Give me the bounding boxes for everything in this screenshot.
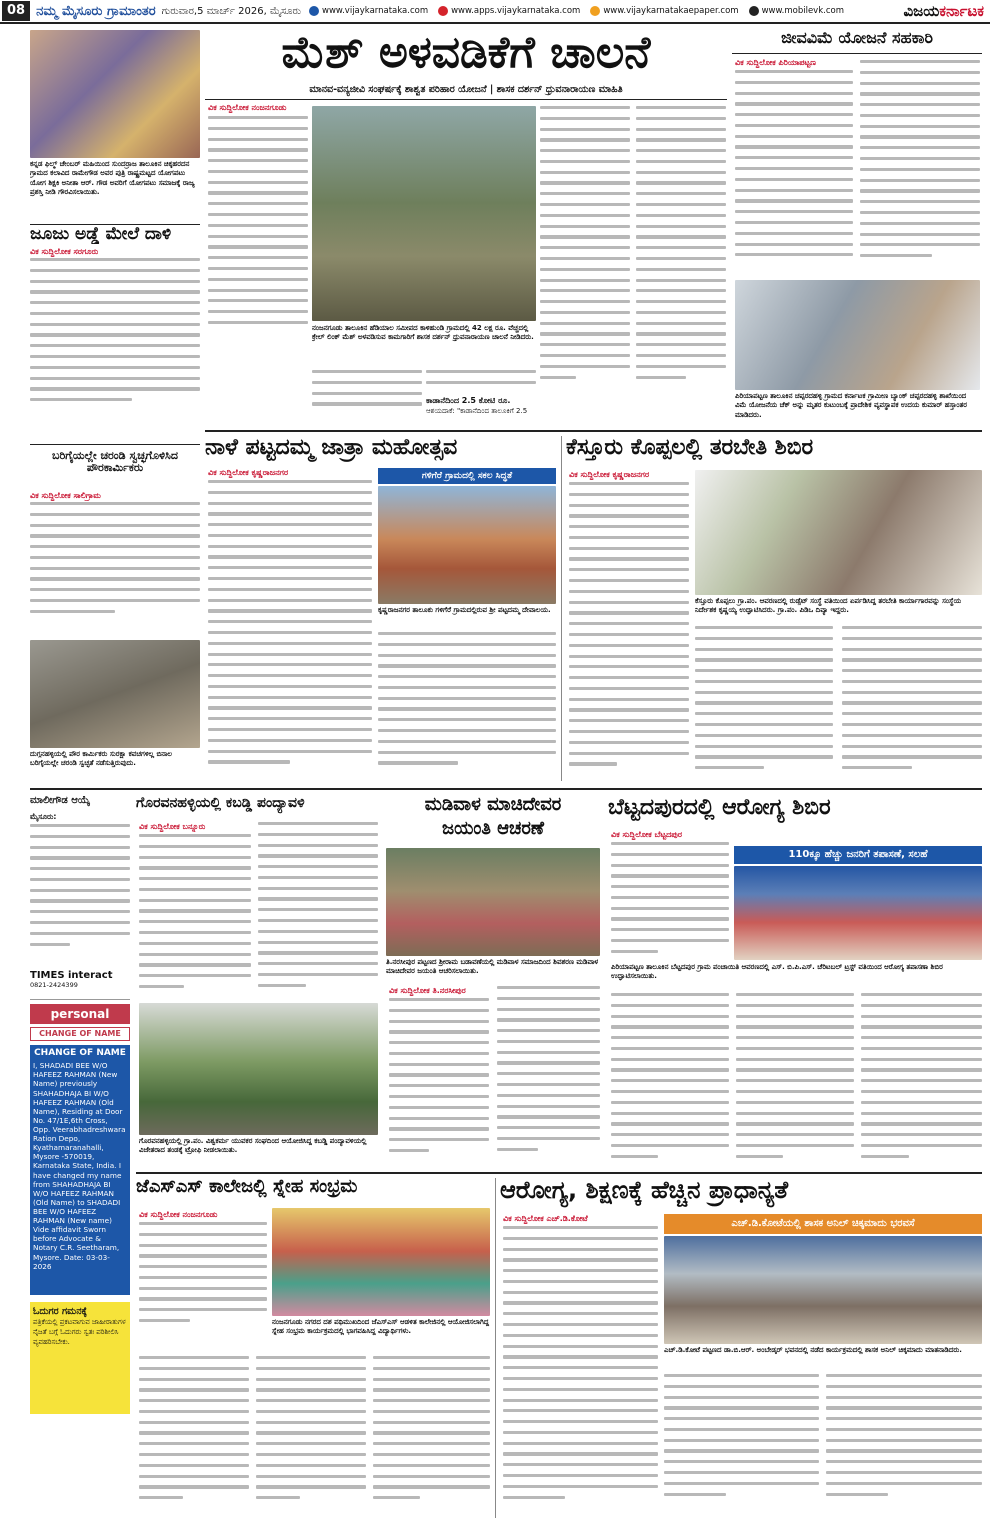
edu-headline: ಆರೋಗ್ಯ, ಶಿಕ್ಷಣಕ್ಕೆ ಹೆಚ್ಚಿನ ಪ್ರಾಧಾನ್ಯತೆ [500,1178,789,1204]
workers-byline: ವಿಕ ಸುದ್ದಿಲೋಕ ಸಾಲಿಗ್ರಾಮ [30,491,101,500]
insurance-body-col2 [860,60,980,275]
page-number: 08 [2,1,30,21]
training-headline: ಕೆಸ್ತೂರು ಕೊಪ್ಪಲಲ್ಲಿ ತರಬೇತಿ ಶಿಬಿರ [566,436,814,460]
madivala-byline: ವಿಕ ಸುದ್ದಿಲೋಕ ತಿ.ನರಸೀಪುರ [389,986,466,995]
award-caption: ಕನ್ನಡ ಫಿಲ್ಮ್ ಚೇಂಬರ್ ಮಹಿಯಿಂದ ಸುಂದರ್ರಾಜ ತಾಲೂಕಿನ ಚಿಕ್ಕಹರದನ ಗ್ರಾಮದ ಕಲಾವಿದ ರಾಮೇಗೌಡ ಅವರ ಪುತ್ರಿ ರಾಷ್ಟ್ರಮಟ್ಟದ ಯೋಗಪಟು ಯೋಗ ಶಿಕ್ಷಕಿ ಅನೀತಾ ಆರ್. ಗೌಡ ಅವರಿಗೆ ಯೋಗಪಟು ಸಮಾಜಕ್ಕೆ ರಾಜ್ಯ ಪ್ರಶಸ್ತಿ ನೀಡಿ ಗೌರವಿಸಲಾಯಿತು. [30,160,195,197]
kabaddi-body-col2 [258,822,378,1000]
divider [136,1172,982,1174]
workers-photo [30,640,200,748]
divider [205,430,982,432]
insurance-caption: ಪಿರಿಯಾಪಟ್ಟಣ ತಾಲೂಕಿನ ಚಪ್ಪರದಹಳ್ಳಿ ಗ್ರಾಮದ ಕರ್ನಾಟಕ ಗ್ರಾಮೀಣ ಬ್ಯಾಂಕ್ ಚಪ್ಪರದಹಳ್ಳಿ ಶಾಖೆಯಿಂದ ವಿಮೆ ಯೋಜನೆಯ ಚೆಕ್ ಅನ್ನು ಮೃತರ ಕುಟುಂಬಕ್ಕೆ ಪ್ರಾದೇಶಿಕ ವ್ಯವಸ್ಥಾಪಕ ಉದಯ ಕುಮಾರ್ ಹಸ್ತಾಂತರ ಮಾಡಿದರು. [735,392,967,419]
training-byline: ವಿಕ ಸುದ್ದಿಲೋಕ ಕೃಷ್ಣರಾಜನಗರ [569,470,650,479]
url-3[interactable]: www.vijaykarnatakaepaper.com [590,6,738,16]
workers-caption: ದುಗ್ಗನಹಳ್ಳಿಯಲ್ಲಿ ಪೌರ ಕಾರ್ಮಿಕರು ಸುರಕ್ಷಾ ಕವಚಗಳಿಲ್ಲ ಬಿನಾಲ ಬರಿಗೈಯಲ್ಲೇ ಚರಂಡಿ ಸ್ವಚ್ಛತೆ ನಡೆಸುತ್ತಿರುವುದು. [30,750,173,768]
jatra-body-col2 [378,632,556,782]
brief-body [30,824,130,954]
health-body-col3 [736,993,854,1163]
madivala-body-col1 [389,998,489,1166]
health-band: 110ಕ್ಕೂ ಹೆಚ್ಚು ಜನರಿಗೆ ತಪಾಸಣೆ, ಸಲಹೆ [734,846,982,864]
award-photo [30,30,200,158]
jss-photo [272,1208,490,1316]
training-photo [695,470,982,595]
health-body-col2 [611,993,729,1163]
edition-date: ಗುರುವಾರ,5 ಮಾರ್ಚ್ 2026, ಮೈಸೂರು [161,5,302,17]
madivala-caption: ತಿ.ನರಸೀಪುರ ಪಟ್ಟಣದ ಶ್ರೀರಾಮ ಬಡಾವಣೆಯಲ್ಲಿ ಮಡಿವಾಳ ಸಮಾಜದಿಂದ ಶಿವಶರಣ ಮಡಿವಾಳ ಮಾಚಿದೇವರ ಜಯಂತಿ ಆಚರಿಸಲಾಯಿತು. [386,958,599,976]
training-body-col2 [695,626,833,781]
madivala-body-col2 [497,986,600,1166]
edu-caption: ಎಚ್.ಡಿ.ಕೋಟೆ ಪಟ್ಟಣದ ಡಾ.ಬಿ.ಆರ್. ಅಂಬೇಡ್ಕರ್ ಭವನದಲ್ಲಿ ನಡೆದ ಕಾರ್ಯಕ್ರಮದಲ್ಲಿ ಶಾಸಕ ಅನಿಲ್ ಚಿಕ್ಕಮಾದು ಮಾತನಾಡಿದರು. [664,1346,962,1354]
classified-ad: CHANGE OF NAME I, SHADADI BEE W/O HAFEEZ RAHMAN (New Name) previously SHAHADHAJA BI W/O HAFEEZ RAHMAN (Old Name), Residing at Door No. 47/1E,6th Cross, Opp. Veerabhadreshwara Ration Depo, Kyathamaranahalli, Mysore -570019, Karnataka State, India. I have changed my name from SHAHADHAJA BI W/O HAFEEZ RAHMAN (Old Name) to SHADADI BEE W/O HAFEEZ RAHMAN (New name) Vide affidavit Sworn before Advocate & Notary C.R. Seetharam, Mysore. Date: 03-03-2026 [30,1045,130,1295]
kabaddi-body-col1 [139,834,251,999]
training-body-col1 [569,482,689,782]
lead-body-col1 [208,116,308,366]
divider [30,444,200,445]
divider [30,224,200,225]
lead-tail: ಆಶಯದಾಕೆ: "ಕಾಡಾನೆದಿಂದ ತಾಲೂಕಿಗೆ 2.5 [426,407,528,415]
workers-body [30,502,200,632]
health-body-col1 [611,842,729,960]
edu-byline: ವಿಕ ಸುದ್ದಿಲೋಕ ಎಚ್.ಡಿ.ಕೋಟೆ [503,1214,588,1223]
classified-brand: TIMES interact 0821-2424399 [30,970,130,1000]
lead-caption: ನಂಜನಗೂಡು ತಾಲೂಕಿನ ಹೆಡಿಯಾಲ ಸಮೀಪದ ಕಾಳಿಹುಂಡಿ ಗ್ರಾಮದಲ್ಲಿ 42 ಲಕ್ಷ ರೂ. ವೆಚ್ಚದಲ್ಲಿ ಕ್ರೇಲ್ ಲಿಂಕ್ ಮೆಶ್ ಅಳವಡಿಸುವ ಕಾಮಗಾರಿಗೆ ಶಾಸಕ ದರ್ಶನ್ ಧ್ರುವನಾರಾಯಣ ಚಾಲನೆ ನೀಡಿದರು. [312,324,534,342]
reader-notice: ಓದುಗರ ಗಮನಕ್ಕೆ ಪತ್ರಿಕೆಯಲ್ಲಿ ಪ್ರಕಟವಾಗುವ ಜಾಹೀರಾತುಗಳ ನೈಜತೆ ಬಗ್ಗೆ ಓದುಗರು ಸ್ವತಃ ಪರಿಶೀಲಿಸಿ ವ್ಯವಹರಿಸಬೇಕು. [30,1302,130,1414]
edu-body-col1 [503,1226,658,1516]
health-body-col4 [861,993,982,1163]
epaper-icon [590,6,600,16]
kabaddi-caption: ಗೊರವನಹಳ್ಳಿಯಲ್ಲಿ ಗ್ರಾ.ಪಂ. ವಿಶ್ವಕರ್ಮ ಯುವಕರ ಸಂಘದಿಂದ ಆಯೋಜಿಸಿದ್ದ ಕಬಡ್ಡಿ ಪಂದ್ಯಾವಳಿಯಲ್ಲಿ ವಿಜೇತರಾದ ತಂಡಕ್ಕೆ ಟ್ರೋಫಿ ನೀಡಲಾಯಿತು. [139,1137,367,1155]
workers-headline: ಬರಿಗೈಯಲ್ಲೇ ಚರಂಡಿ ಸ್ವಚ್ಛಗೊಳಿಸಿದ ಪೌರಕಾರ್ಮಿಕರು [52,450,178,474]
madivala-headline-1: ಮಡಿವಾಳ ಮಾಚಿದೇವರ [424,796,562,815]
jatra-body-col1 [208,480,372,780]
training-body-col3 [842,626,982,781]
edu-photo [664,1236,982,1344]
url-1[interactable]: www.vijaykarnataka.com [309,6,428,16]
app-icon [438,6,448,16]
kabaddi-byline: ವಿಕ ಸುದ್ದಿಲೋಕ ಬನ್ನೂರು [139,822,206,831]
brief-place: ಮೈಸೂರು: [30,812,57,821]
edu-band: ಎಚ್.ಡಿ.ಕೋಟೆಯಲ್ಲಿ ಶಾಸಕ ಅನಿಲ್ ಚಿಕ್ಕಮಾದು ಭರವಸೆ [664,1214,982,1234]
health-caption: ಪಿರಿಯಾಪಟ್ಟಣ ತಾಲೂಕಿನ ಬೆಟ್ಟದಪುರ ಗ್ರಾಮ ಪಂಚಾಯಿತಿ ಆವರಣದಲ್ಲಿ ಎಸ್. ಬಿ.ಪಿ.ಎಸ್. ಚೆರಿಟಬಲ್ ಟ್ರಸ್ಟ್ ವತಿಯಿಂದ ಆರೋಗ್ಯ ತಪಾಸಣಾ ಶಿಬಿರ ಉದ್ಘಾಟಿಸಲಾಯಿತು. [611,963,943,981]
madivala-photo [386,848,600,956]
temple-photo [378,486,556,604]
jss-body-col1 [139,1222,267,1332]
page-header [0,0,990,24]
globe-icon [309,6,319,16]
jss-byline: ವಿಕ ಸುದ್ದಿಲೋಕ ನಂಜನಗೂಡು [139,1210,218,1219]
gambling-raid-byline: ವಿಕ ಸುದ್ದಿಲೋಕ ಸರಗೂರು [30,247,99,256]
jatra-band: ಗಳಿಗೆರೆ ಗ್ರಾಮದಲ್ಲಿ ಸಕಲ ಸಿದ್ಧತೆ [378,468,556,484]
jatra-headline: ನಾಳೆ ಪಟ್ಟದಮ್ಮ ಜಾತ್ರಾ ಮಹೋತ್ಸವ [205,436,458,460]
insurance-headline: ಜೀವವಿಮೆ ಯೋಜನೆ ಸಹಕಾರಿ [732,30,982,54]
gambling-raid-headline: ಜೂಜು ಅಡ್ಡೆ ಮೇಲೆ ದಾಳಿ [30,226,172,244]
mobile-icon [749,6,759,16]
lead-body-col3 [426,370,536,398]
insurance-photo [735,280,980,390]
edu-body-col2 [664,1374,819,1516]
kabaddi-photo [139,1003,378,1135]
lead-amount: ಕಾಡಾನೆದಿಂದ 2.5 ಕೋಟಿ ರೂ. [426,396,511,405]
divider [30,788,982,790]
insurance-body-col1 [735,70,853,275]
lead-photo [312,106,536,321]
divider [561,436,562,781]
section-title: ನಮ್ಮ ಮೈಸೂರು ಗ್ರಾಮಾಂತರ [36,3,156,19]
training-caption: ಕೆಸ್ತೂರು ಕೊಪ್ಪಲು ಗ್ರಾ.ಪಂ. ಆವರಣದಲ್ಲಿ ರುಡ್ಸೆಟ್ ಸಂಸ್ಥೆ ವತಿಯಿಂದ ಏರ್ಪಡಿಸಿದ್ದ ತರಬೇತಿ ಕಾರ್ಯಾಗಾರವನ್ನು ಸಂಸ್ಥೆಯ ನಿರ್ದೇಶಕ ಕೃಷ್ಣಯ್ಯ ಉದ್ಘಾಟಿಸಿದರು. ಗ್ರಾ.ಪಂ. ಪಿಡಿಒ ದಿವ್ಯಾ ಇದ್ದರು. [695,597,962,615]
health-photo [734,866,982,960]
madivala-headline-2: ಜಯಂತಿ ಆಚರಣೆ [442,820,544,839]
jss-caption: ನಂಜನಗೂಡು ನಗರದ ದಶ ಪಥಿಮುಖದಿಂದ ಜೆಎಸ್‌ಎಸ್ ಆಡಳಿತ ಕಾಲೇಜಿನಲ್ಲಿ ಆಯೋಜಿಸಲಾಗಿದ್ದ ಸ್ನೇಹ ಸಂಭ್ರಮ ಕಾರ್ಯಕ್ರಮದಲ್ಲಿ ಭಾಗವಹಿಸಿದ್ದ ವಿದ್ಯಾರ್ಥಿಗಳು. [272,1318,490,1336]
insurance-byline: ವಿಕ ಸುದ್ದಿಲೋಕ ಪಿರಿಯಾಪಟ್ಟಣ [735,58,816,67]
health-byline: ವಿಕ ಸುದ್ದಿಲೋಕ ಬೆಟ್ಟದಪುರ [611,830,683,839]
lead-subhead: ಮಾನವ-ವನ್ಯಜೀವಿ ಸಂಘರ್ಷಕ್ಕೆ ಶಾಶ್ವತ ಪರಿಹಾರ ಯೋಜನೆ | ಶಾಸಕ ದರ್ಶನ್ ಧ್ರುವನಾರಾಯಣ ಮಾಹಿತಿ [205,84,727,100]
temple-caption: ಕೃಷ್ಣರಾಜನಗರ ತಾಲೂಕು ಗಳಿಗೆರೆ ಗ್ರಾಮದಲ್ಲಿರುವ ಶ್ರೀ ಪಟ್ಟದಮ್ಮ ದೇವಾಲಯ. [378,606,551,614]
lead-byline: ವಿಕ ಸುದ್ದಿಲೋಕ ನಂಜನಗೂಡು [208,103,287,112]
gambling-raid-body [30,258,200,438]
jss-body-col3 [256,1356,366,1516]
edu-body-col3 [826,1374,982,1516]
jatra-byline: ವಿಕ ಸುದ್ದಿಲೋಕ ಕೃಷ್ಣರಾಜನಗರ [208,468,289,477]
classified-sub: CHANGE OF NAME [30,1027,130,1041]
kabaddi-headline: ಗೊರವನಹಳ್ಳಿಯಲ್ಲಿ ಕಬಡ್ಡಿ ಪಂದ್ಯಾವಳಿ [136,796,305,811]
masthead-logo: ವಿಜಯಕರ್ನಾಟಕ [903,2,984,20]
health-headline: ಬೆಟ್ಟದಪುರದಲ್ಲಿ ಆರೋಗ್ಯ ಶಿಬಿರ [608,796,831,820]
lead-headline: ಮೆಶ್ ಅಳವಡಿಕೆಗೆ ಚಾಲನೆ [281,30,651,78]
lead-body-col5 [636,106,726,418]
lead-body-col4 [540,106,630,418]
url-4[interactable]: www.mobilevk.com [749,6,844,16]
url-2[interactable]: www.apps.vijaykarnataka.com [438,6,580,16]
divider [495,1178,496,1518]
lead-body-col2 [312,370,422,418]
brief-headline: ಮಾಲೀಗೌಡ ಆಯ್ಕೆ [30,796,90,806]
classified-category: personal [30,1004,130,1024]
jss-headline: ಜೆಎಸ್‌ಎಸ್ ಕಾಲೇಜಲ್ಲಿ ಸ್ನೇಹ ಸಂಭ್ರಮ [136,1178,358,1197]
jss-body-col2 [139,1356,249,1516]
jss-body-col4 [373,1356,490,1516]
